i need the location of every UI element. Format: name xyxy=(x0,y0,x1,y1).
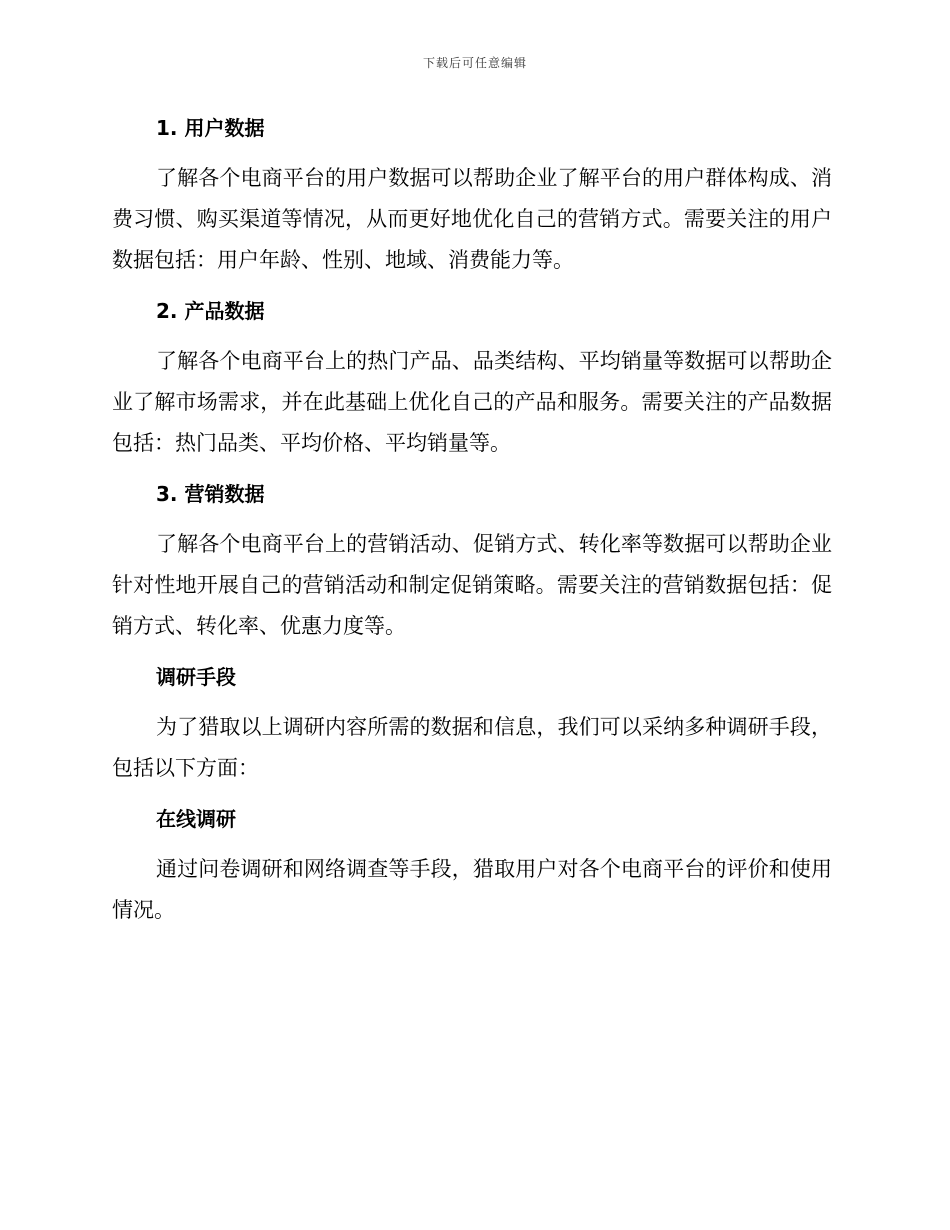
section-heading-marketing-data: 3. 营销数据 xyxy=(156,482,265,506)
section-heading-research-methods: 调研手段 xyxy=(156,665,236,689)
section-heading-online-research: 在线调研 xyxy=(156,807,236,831)
page-header: 下载后可任意编辑 xyxy=(422,56,527,70)
section-paragraph-research-methods: 为了猎取以上调研内容所需的数据和信息，我们可以采纳多种调研手段，包括以下方面： xyxy=(112,715,832,780)
section-paragraph-marketing-data: 了解各个电商平台上的营销活动、促销方式、转化率等数据可以帮助企业针对性地开展自己的营销活动和制定促销策略。需要关注的营销数据包括：促销方式、转化率、优惠力度等。 xyxy=(112,532,832,638)
section-heading-product-data: 2. 产品数据 xyxy=(156,299,265,323)
document-body xyxy=(112,110,832,931)
section-paragraph-product-data: 了解各个电商平台上的热门产品、品类结构、平均销量等数据可以帮助企业了解市场需求，并在此基础上优化自己的产品和服务。需要关注的产品数据包括：热门品类、平均价格、平均销量等。 xyxy=(112,349,832,455)
section-paragraph-user-data: 了解各个电商平台的用户数据可以帮助企业了解平台的用户群体构成、消费习惯、购买渠道等情况，从而更好地优化自己的营销方式。需要关注的用户数据包括：用户年龄、性别、地域、消费能力等。 xyxy=(112,166,832,272)
section-paragraph-online-research: 通过问卷调研和网络调查等手段，猎取用户对各个电商平台的评价和使用情况。 xyxy=(112,857,832,922)
section-heading-user-data: 1. 用户数据 xyxy=(156,116,265,140)
